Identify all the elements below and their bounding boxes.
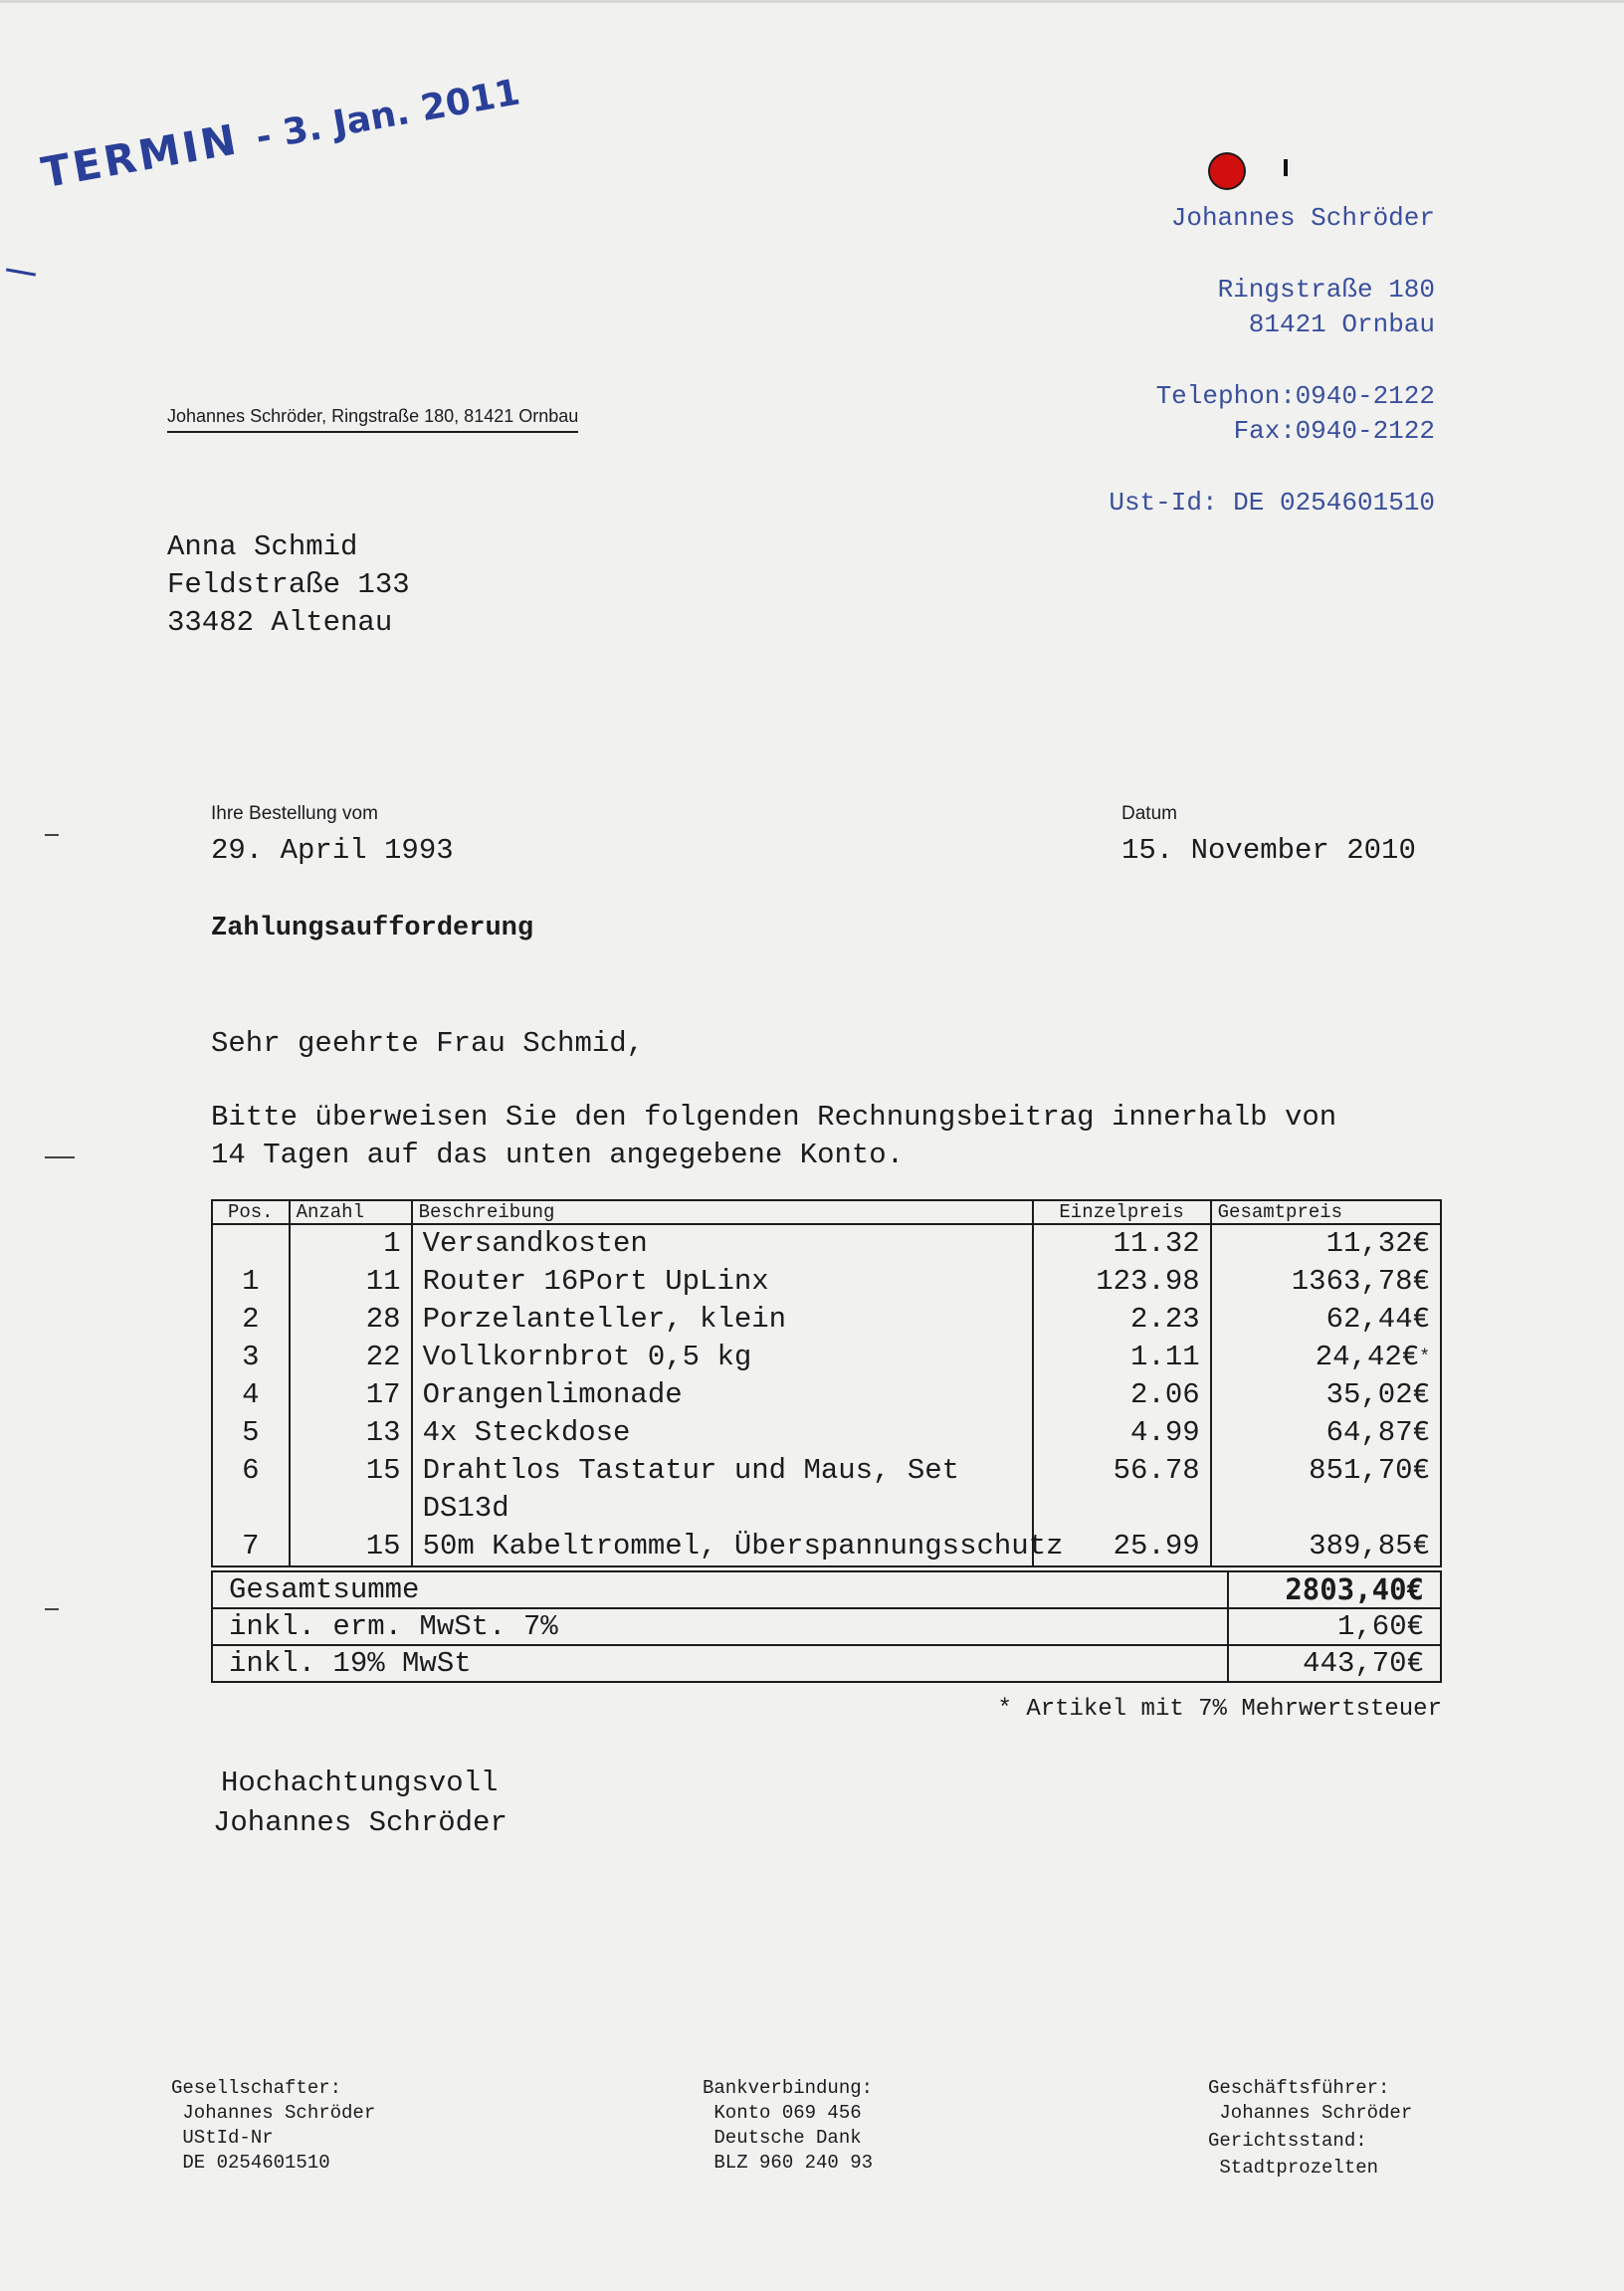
row-total-price	[1211, 1339, 1441, 1376]
row-desc: Vollkornbrot 0,5 kg	[412, 1339, 1033, 1376]
footer-court: Stadtprozelten	[1219, 2157, 1379, 2179]
recipient-address	[167, 528, 410, 642]
total-sum-row	[212, 1571, 1441, 1608]
row-desc: DS13d	[412, 1490, 1033, 1528]
footer-bank-blz: BLZ 960 240 93	[713, 2152, 874, 2174]
row-desc: 50m Kabeltrommel, Überspannungsschutz	[412, 1528, 1033, 1566]
date-label: Datum	[1121, 803, 1177, 824]
totals-table	[211, 1570, 1442, 1683]
vat19-value: 443,70€	[1228, 1645, 1441, 1682]
footer-partners-title: Gesellschafter:	[171, 2077, 342, 2099]
row-total-price	[1211, 1224, 1441, 1263]
closing-phrase: Hochachtungsvoll	[221, 1767, 499, 1799]
row-pos	[212, 1224, 290, 1263]
row-total-value: 64,87€	[1325, 1416, 1430, 1449]
footer-management-title: Geschäftsführer:	[1208, 2077, 1390, 2099]
punch-mark	[45, 1156, 75, 1158]
order-date-value: 29. April 1993	[211, 834, 454, 867]
fold-mark-top	[45, 834, 59, 836]
sender-fax-label: Fax:	[1233, 416, 1296, 446]
row-total-value: 11,32€	[1325, 1227, 1430, 1260]
row-qty: 28	[290, 1301, 412, 1339]
closing-signature-name: Johannes Schröder	[213, 1806, 508, 1839]
order-date-label: Ihre Bestellung vom	[211, 803, 378, 824]
row-qty: 17	[290, 1376, 412, 1414]
recipient-name: Anna Schmid	[167, 530, 358, 563]
row-unit-price: 2.06	[1033, 1376, 1211, 1414]
row-total-value: 851,70€	[1309, 1454, 1430, 1487]
table-header-row	[212, 1200, 1441, 1224]
footer-bank-title: Bankverbindung:	[703, 2077, 874, 2099]
row-qty: 15	[290, 1452, 412, 1490]
table-row	[212, 1263, 1441, 1301]
intro-line-2: 14 Tagen auf das unten angegebene Konto.	[211, 1139, 905, 1171]
row-qty: 11	[290, 1263, 412, 1301]
header-unit-price: Einzelpreis	[1033, 1200, 1211, 1224]
row-desc: Porzelanteller, klein	[412, 1301, 1033, 1339]
row-desc: Versandkosten	[412, 1224, 1033, 1263]
stamp-tick-mark	[6, 268, 36, 276]
row-total-value: 35,02€	[1325, 1378, 1430, 1411]
header-qty: Anzahl	[290, 1200, 412, 1224]
header-desc: Beschreibung	[412, 1200, 1033, 1224]
footer-ustid-label: UStId-Nr	[182, 2127, 274, 2149]
row-unit-price	[1033, 1490, 1211, 1528]
intro-line-1: Bitte überweisen Sie den folgenden Rechnungsbeitrag innerhalb von	[211, 1101, 1337, 1134]
table-row	[212, 1301, 1441, 1339]
row-pos: 7	[212, 1528, 290, 1566]
vat-footnote: * Artikel mit 7% Mehrwertsteuer	[997, 1696, 1442, 1723]
footer-management-name: Johannes Schröder	[1219, 2102, 1413, 2124]
stamp-word: TERMIN	[38, 114, 243, 198]
row-pos	[212, 1490, 290, 1528]
sender-phone-label: Telephon:	[1155, 381, 1296, 411]
table-row	[212, 1339, 1441, 1376]
row-desc: Orangenlimonade	[412, 1376, 1033, 1414]
row-qty: 13	[290, 1414, 412, 1452]
row-unit-price: 4.99	[1033, 1414, 1211, 1452]
row-unit-price: 2.23	[1033, 1301, 1211, 1339]
greeting: Sehr geehrte Frau Schmid,	[211, 1027, 645, 1060]
row-unit-price: 11.32	[1033, 1224, 1211, 1263]
footer-bank-account: Konto 069 456	[713, 2102, 862, 2124]
letter-subject: Zahlungsaufforderung	[211, 914, 534, 943]
row-qty: 1	[290, 1224, 412, 1263]
row-vat-mark: *	[1419, 1348, 1430, 1367]
vat7-row	[212, 1608, 1441, 1645]
total-sum-label: Gesamtsumme	[212, 1571, 1228, 1608]
vat19-label: inkl. 19% MwSt	[212, 1645, 1228, 1682]
sender-fax: 0940-2122	[1295, 416, 1435, 446]
stamp-date: - 3. Jan. 2011	[253, 72, 523, 159]
row-pos: 5	[212, 1414, 290, 1452]
logo-bar-icon	[1284, 159, 1288, 176]
sender-name: Johannes Schröder	[1170, 203, 1435, 233]
row-total-price	[1211, 1263, 1441, 1301]
row-total-price	[1211, 1452, 1441, 1490]
row-total-price	[1211, 1376, 1441, 1414]
termin-stamp	[38, 65, 523, 197]
footer-bank	[703, 2076, 873, 2176]
footer-bank-name: Deutsche Dank	[713, 2127, 862, 2149]
sender-street: Ringstraße 180	[1217, 275, 1435, 305]
row-pos: 1	[212, 1263, 290, 1301]
return-address-line: Johannes Schröder, Ringstraße 180, 81421 Ornbau	[167, 406, 578, 433]
recipient-city: 33482 Altenau	[167, 606, 393, 639]
row-desc: Router 16Port UpLinx	[412, 1263, 1033, 1301]
row-total-value: 24,42€	[1315, 1341, 1420, 1373]
closing-block	[213, 1764, 508, 1843]
recipient-street: Feldstraße 133	[167, 568, 410, 601]
table-row	[212, 1490, 1441, 1528]
row-desc: 4x Steckdose	[412, 1414, 1033, 1452]
logo-red-dot-icon	[1210, 154, 1244, 188]
row-desc: Drahtlos Tastatur und Maus, Set	[412, 1452, 1033, 1490]
footer-partners	[171, 2076, 375, 2176]
row-qty: 22	[290, 1339, 412, 1376]
header-pos: Pos.	[212, 1200, 290, 1224]
footer-court-title: Gerichtsstand:	[1208, 2130, 1367, 2152]
vat7-value: 1,60€	[1228, 1608, 1441, 1645]
total-sum-value: 2803,40€	[1228, 1571, 1441, 1608]
footer-management	[1208, 2076, 1412, 2181]
sender-city: 81421 Ornbau	[1248, 310, 1435, 339]
table-row	[212, 1224, 1441, 1263]
date-value: 15. November 2010	[1121, 834, 1416, 867]
sender-vat-id: Ust-Id: DE 0254601510	[1109, 488, 1435, 518]
row-total-price	[1211, 1528, 1441, 1566]
row-pos: 6	[212, 1452, 290, 1490]
header-total-price: Gesamtpreis	[1211, 1200, 1441, 1224]
row-unit-price: 25.99	[1033, 1528, 1211, 1566]
footer-partners-name: Johannes Schröder	[182, 2102, 376, 2124]
footer-ustid: DE 0254601510	[182, 2152, 330, 2174]
table-row	[212, 1414, 1441, 1452]
row-qty	[290, 1490, 412, 1528]
row-total-price	[1211, 1414, 1441, 1452]
row-unit-price: 1.11	[1033, 1339, 1211, 1376]
fold-mark-bottom	[45, 1608, 59, 1610]
row-total-value: 389,85€	[1309, 1530, 1430, 1562]
row-total-value: 1363,78€	[1291, 1265, 1430, 1298]
row-pos: 3	[212, 1339, 290, 1376]
row-qty: 15	[290, 1528, 412, 1566]
vat7-label: inkl. erm. MwSt. 7%	[212, 1608, 1228, 1645]
sender-phone: 0940-2122	[1295, 381, 1435, 411]
row-unit-price: 56.78	[1033, 1452, 1211, 1490]
row-pos: 2	[212, 1301, 290, 1339]
vat19-row	[212, 1645, 1441, 1682]
table-row	[212, 1528, 1441, 1566]
row-unit-price: 123.98	[1033, 1263, 1211, 1301]
table-row	[212, 1376, 1441, 1414]
row-total-price	[1211, 1301, 1441, 1339]
row-pos: 4	[212, 1376, 290, 1414]
row-total-price	[1211, 1490, 1441, 1528]
table-row	[212, 1452, 1441, 1490]
row-total-value: 62,44€	[1325, 1303, 1430, 1336]
page-top-rule	[0, 0, 1624, 3]
items-table	[211, 1199, 1442, 1567]
